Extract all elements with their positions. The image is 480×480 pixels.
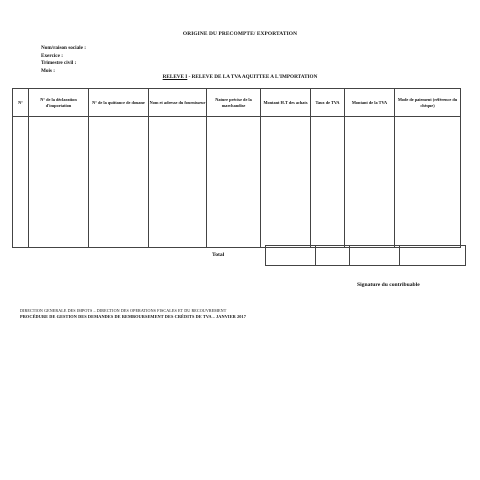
releve-heading	[0, 74, 480, 80]
col-header-quittance: N° de la quittance de douane	[89, 89, 149, 117]
col-header-marchandise: Nature précise de la marchandise	[207, 89, 261, 117]
table-cell[interactable]	[29, 117, 89, 248]
signature-label: Signature du contribuable	[357, 282, 420, 288]
table-cell[interactable]	[89, 117, 149, 248]
table-cell[interactable]	[311, 117, 345, 248]
total-montant-ht-cell[interactable]	[266, 246, 316, 266]
field-nom: Nom/raison sociale :	[41, 45, 86, 51]
footer-procedure: PROCÉDURE DE GESTION DES DEMANDES DE REMBOURSEMENT DES CRÉDITS DE TVA – JANVIER 2017	[20, 314, 247, 319]
field-exercice: Exercice :	[41, 52, 63, 59]
total-label: Total	[212, 252, 225, 258]
table-cell[interactable]	[149, 117, 207, 248]
col-header-declaration: N° de la déclaration d'importation	[29, 89, 89, 117]
table-header-row	[13, 89, 461, 117]
table-cell[interactable]	[13, 117, 29, 248]
releve-prefix: RELEVE I	[162, 74, 188, 80]
col-header-mode-paiement: Mode de paiement (référence du chèque)	[395, 89, 461, 117]
table-cell[interactable]	[345, 117, 395, 248]
table-cell[interactable]	[261, 117, 311, 248]
col-header-taux-tva: Taux de TVA	[311, 89, 345, 117]
col-header-fournisseur: Nom et adresse du fournisseur	[149, 89, 207, 117]
releve-title: - RELEVE DE LA TVA AQUITTEE A L'IMPORTATION	[187, 74, 318, 80]
col-header-montant-ht: Montant H.T des achats	[261, 89, 311, 117]
footer-direction: DIRECTION GENERALE DES IMPOTS – DIRECTION DES OPERATIONS FISCALES ET DU RECOUVREMENT	[20, 308, 227, 313]
col-header-numero: N°	[13, 89, 29, 117]
col-header-montant-tva: Montant de la TVA	[345, 89, 395, 117]
releve-table	[12, 88, 461, 248]
table-row	[13, 117, 461, 248]
table-cell[interactable]	[395, 117, 461, 248]
taxpayer-info	[41, 45, 86, 75]
table-cell[interactable]	[207, 117, 261, 248]
total-montant-tva-cell[interactable]	[350, 246, 400, 266]
total-taux-cell[interactable]	[316, 246, 350, 266]
total-mode-paiement-cell[interactable]	[400, 246, 466, 266]
field-mois: Mois :	[41, 67, 55, 74]
total-row	[265, 245, 466, 266]
field-trimestre: Trimestre civil :	[41, 60, 77, 67]
document-title: ORIGINE DU PRECOMPTE/ EXPORTATION	[182, 31, 298, 37]
